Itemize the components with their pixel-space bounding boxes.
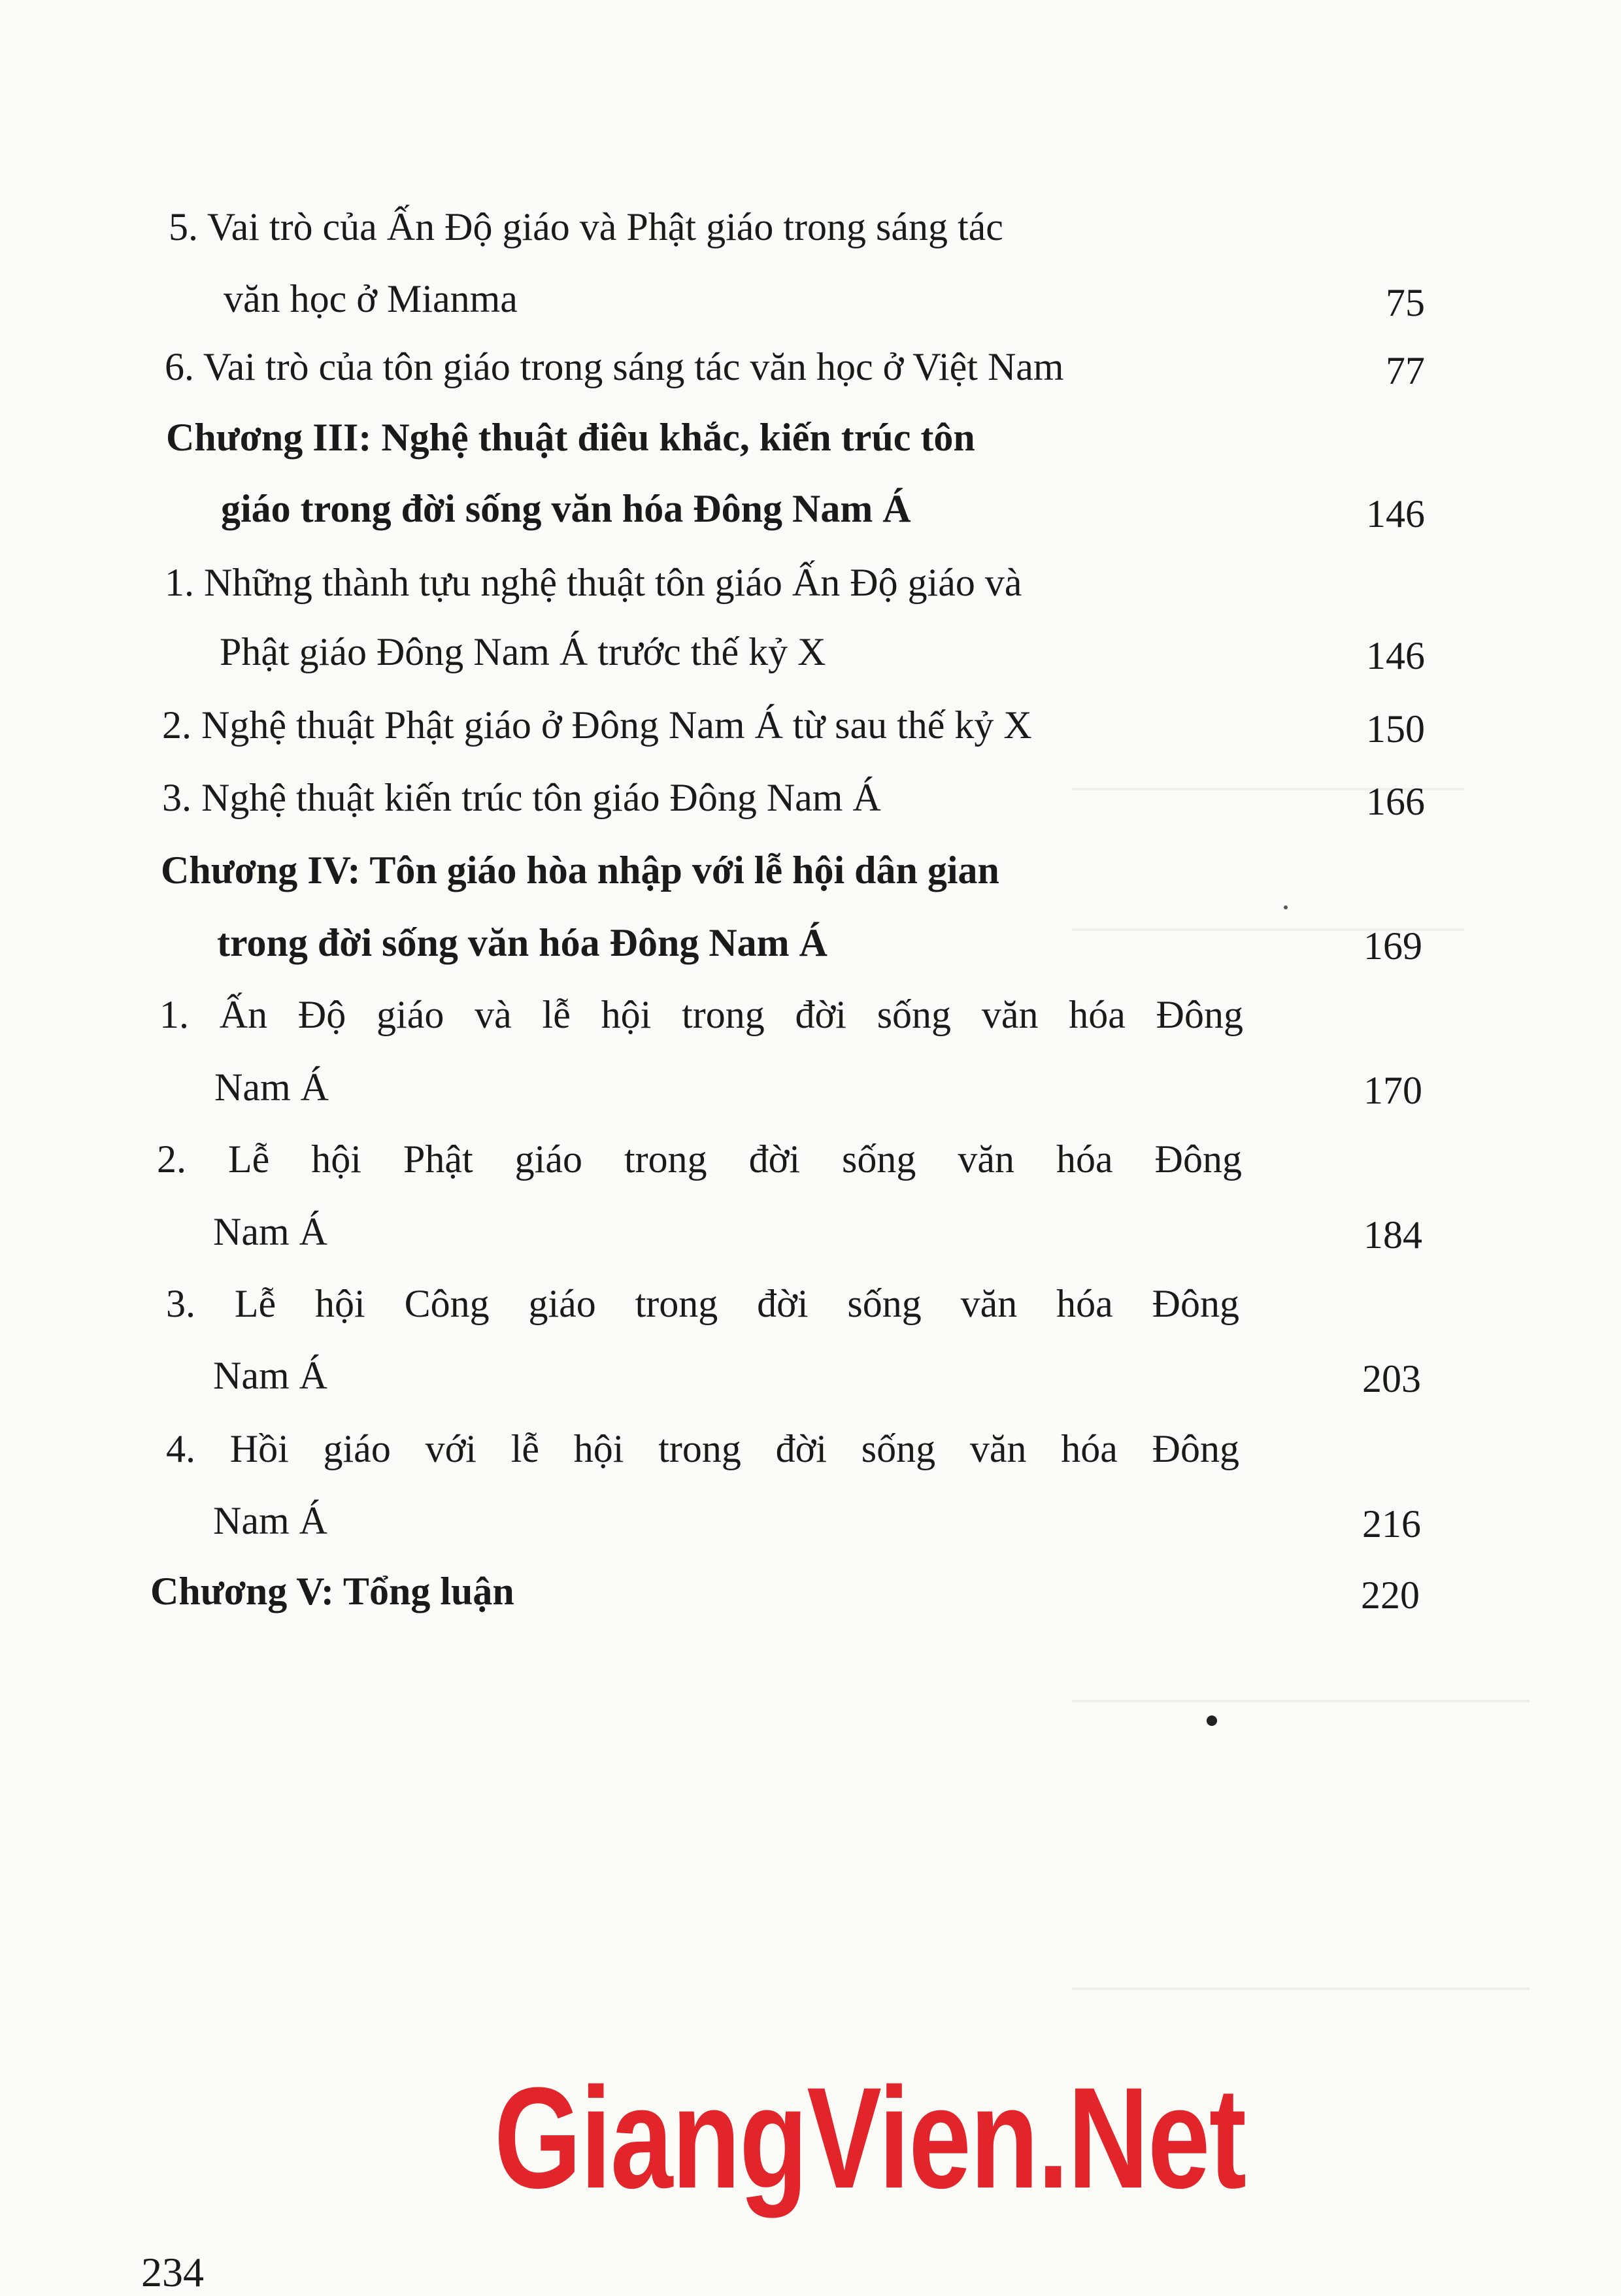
toc-entry-4-2-page: 184 (1363, 1213, 1422, 1257)
toc-entry-3-3-line1: 3. Nghệ thuật kiến trúc tôn giáo Đông Nam Á (162, 776, 881, 819)
watermark-text: GiangVien.Net (494, 2057, 1246, 2218)
toc-entry-4-1-line2: Nam Á (214, 1066, 329, 1109)
toc-entry-4-3-page: 203 (1362, 1357, 1421, 1400)
toc-entry-4-3-line1: 3. Lễ hội Công giáo trong đời sống văn hóa Đông (166, 1282, 1239, 1325)
show-through-line (1072, 1987, 1529, 1990)
toc-entry-3-2-page: 150 (1366, 707, 1425, 751)
chapter-4-title-line1: Chương IV: Tôn giáo hòa nhập với lễ hội dân gian (161, 849, 999, 892)
toc-entry-4-4-line2: Nam Á (213, 1499, 327, 1542)
toc-entry-4-4-page: 216 (1362, 1502, 1421, 1545)
toc-entry-3-2-line1: 2. Nghệ thuật Phật giáo ở Đông Nam Á từ sau thế kỷ X (162, 703, 1032, 747)
toc-entry-4-2-line2: Nam Á (213, 1210, 327, 1253)
show-through-line (1072, 1700, 1529, 1702)
toc-entry-6-page: 77 (1386, 349, 1425, 392)
chapter-4-title-line2: trong đời sống văn hóa Đông Nam Á (217, 921, 827, 964)
chapter-5-title: Chương V: Tổng luận (150, 1570, 514, 1613)
toc-entry-3-1-line2: Phật giáo Đông Nam Á trước thế kỷ X (220, 630, 826, 673)
toc-entry-6-line1: 6. Vai trò của tôn giáo trong sáng tác văn học ở Việt Nam (165, 345, 1064, 388)
toc-entry-3-3-page: 166 (1366, 780, 1425, 823)
page-number: 234 (141, 2249, 204, 2295)
chapter-5-page: 220 (1361, 1574, 1420, 1617)
toc-entry-5-line1: 5. Vai trò của Ấn Độ giáo và Phật giáo trong sáng tác (169, 205, 1003, 248)
chapter-3-title-line2: giáo trong đời sống văn hóa Đông Nam Á (221, 487, 911, 530)
toc-entry-4-1-page: 170 (1363, 1069, 1422, 1112)
chapter-3-title-line1: Chương III: Nghệ thuật điêu khắc, kiến trúc tôn (166, 416, 975, 459)
toc-entry-4-1-line1: 1. Ấn Độ giáo và lễ hội trong đời sống văn hóa Đông (159, 993, 1243, 1036)
toc-entry-4-3-line2: Nam Á (213, 1354, 327, 1397)
toc-entry-5-line2: văn học ở Mianma (224, 277, 518, 320)
chapter-4-page: 169 (1363, 924, 1422, 968)
toc-entry-4-2-line1: 2. Lễ hội Phật giáo trong đời sống văn hóa Đông (157, 1138, 1242, 1181)
toc-entry-5-page: 75 (1386, 281, 1425, 324)
toc-entry-4-4-line1: 4. Hồi giáo với lễ hội trong đời sống văn hóa Đông (166, 1427, 1239, 1470)
chapter-3-page: 146 (1366, 492, 1425, 535)
ink-speck (1284, 905, 1288, 909)
toc-entry-3-1-line1: 1. Những thành tựu nghệ thuật tôn giáo Ấn Độ giáo và (165, 561, 1022, 604)
toc-entry-3-1-page: 146 (1366, 634, 1425, 677)
ink-dot (1207, 1715, 1217, 1726)
